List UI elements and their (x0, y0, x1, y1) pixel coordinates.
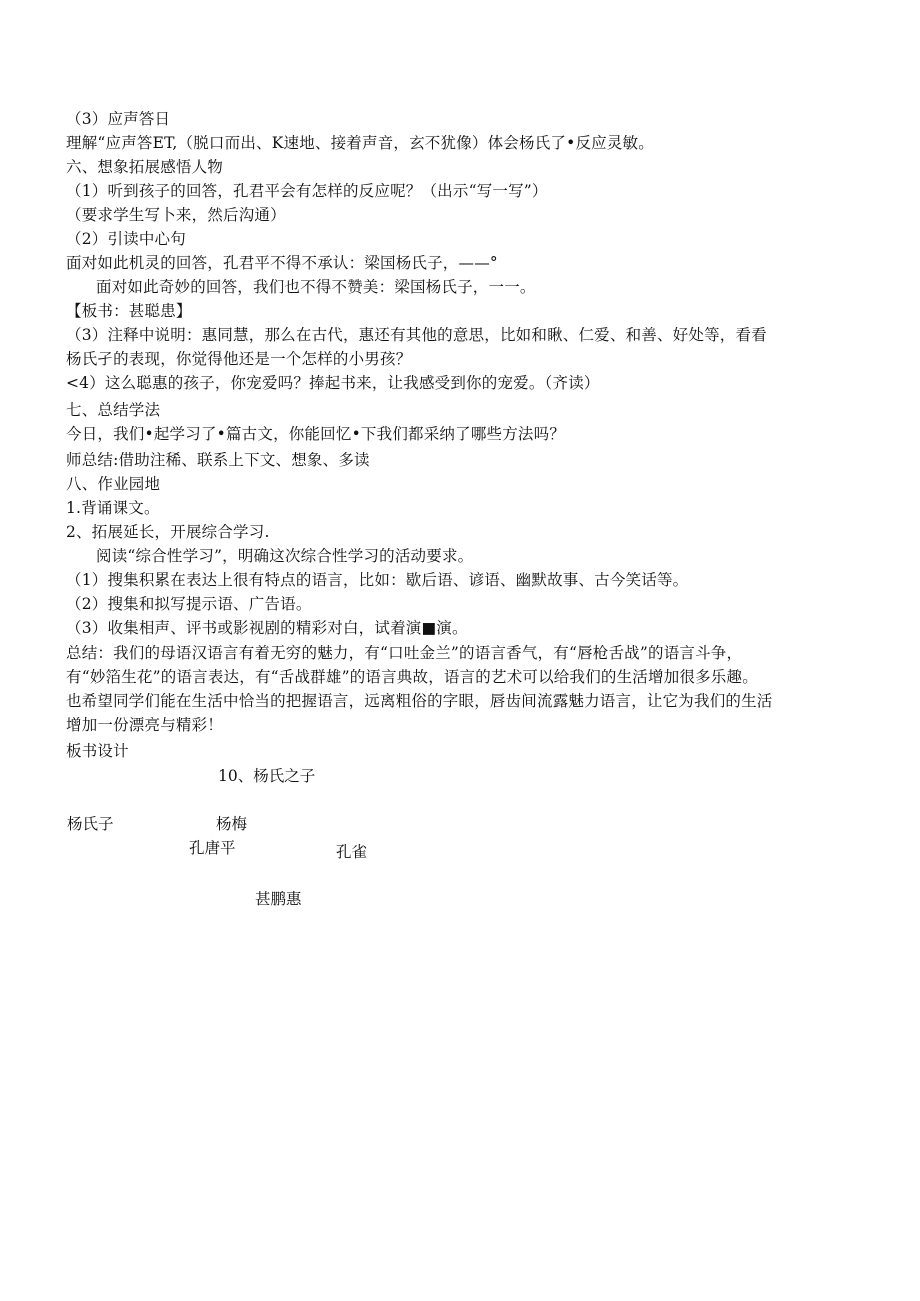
board-item: 孔雀 (336, 843, 368, 861)
text-line: 有“妙箔生花”的语言表达，有“舌战群雄”的语言典故，语言的艺术可以给我们的生活增加很多乐趣。 (66, 668, 758, 686)
text-line: （3）注释中说明：惠同慧，那么在古代，惠还有其他的意思，比如和瞅、仁爱、和善、好处等，看看 (66, 326, 767, 344)
text-line: （1）搜集积累在表达上很有特点的语言，比如：歇后语、谚语、幽默故事、古今笑话等。 (66, 571, 689, 589)
board-item: 杨氏子 (67, 815, 114, 833)
section-heading: 六、想象拓展感悟人物 (66, 158, 224, 176)
section-heading: 七、总结学法 (66, 401, 161, 419)
text-line: （3）收集相声、评书或影视剧的精彩对白，试着演■演。 (66, 619, 468, 637)
text-line: 面对如此机灵的回答，孔君平不得不承认：梁国杨氏子，——° (66, 254, 498, 272)
text-line: 增加一份漂亮与精彩！ (66, 716, 224, 734)
text-line: 【板书：甚聪患】 (66, 302, 192, 320)
text-line: 今日，我们•起学习了•篇古文，你能回忆•下我们都采纳了哪些方法吗？ (66, 425, 566, 443)
text-line: 也希望同学们能在生活中恰当的把握语言，远离粗俗的字眼，唇齿间流露魅力语言，让它为我们的生活 (66, 692, 773, 710)
text-line: （2）引读中心句 (66, 230, 186, 248)
text-line: 理解“应声答ET,（脱口而出、K速地、接着声音，玄不犹像）体会杨氏了•反应灵敏。 (66, 134, 654, 152)
text-line: 面对如此奇妙的回答，我们也不得不赞美：梁国杨氏子，一一。 (96, 278, 536, 296)
board-title: 10、杨氏之子 (218, 767, 316, 785)
board-item: 甚鹏惠 (255, 890, 302, 908)
text-line: （3）应声答日 (66, 110, 171, 128)
section-heading: 八、作业园地 (66, 475, 161, 493)
text-line: 总结：我们的母语汉语言有着无穷的魅力，有“口吐金兰”的语言香气，有“唇枪舌战”的语言斗争， (66, 644, 743, 662)
text-line: <4）这么聪惠的孩子，你宠爱吗？捧起书来，让我感受到你的宠爱。（齐读） (66, 374, 600, 392)
board-item: 杨梅 (216, 815, 248, 833)
text-line: 板书设计 (66, 742, 129, 760)
text-line: 阅读“综合性学习”，明确这次综合性学习的活动要求。 (96, 547, 474, 565)
text-line: 杨氏孑的表现，你觉得他还是一个怎样的小男孩？ (66, 350, 412, 368)
text-line: 2、拓展延长，开展综合学习. (66, 523, 270, 541)
text-line: （1）听到孩子的回答，孔君平会有怎样的反应呢？（出示“写一写”） (66, 182, 548, 200)
text-line: （要求学生写卜来，然后沟通） (66, 206, 286, 224)
board-item: 孔唐平 (189, 839, 236, 857)
text-line: （2）搜集和拟写提示语、广告语。 (66, 595, 312, 613)
text-line: 师总结:借助注稀、联系上下文、想象、多读 (66, 451, 370, 469)
text-line: 1.背诵课文。 (66, 499, 160, 517)
